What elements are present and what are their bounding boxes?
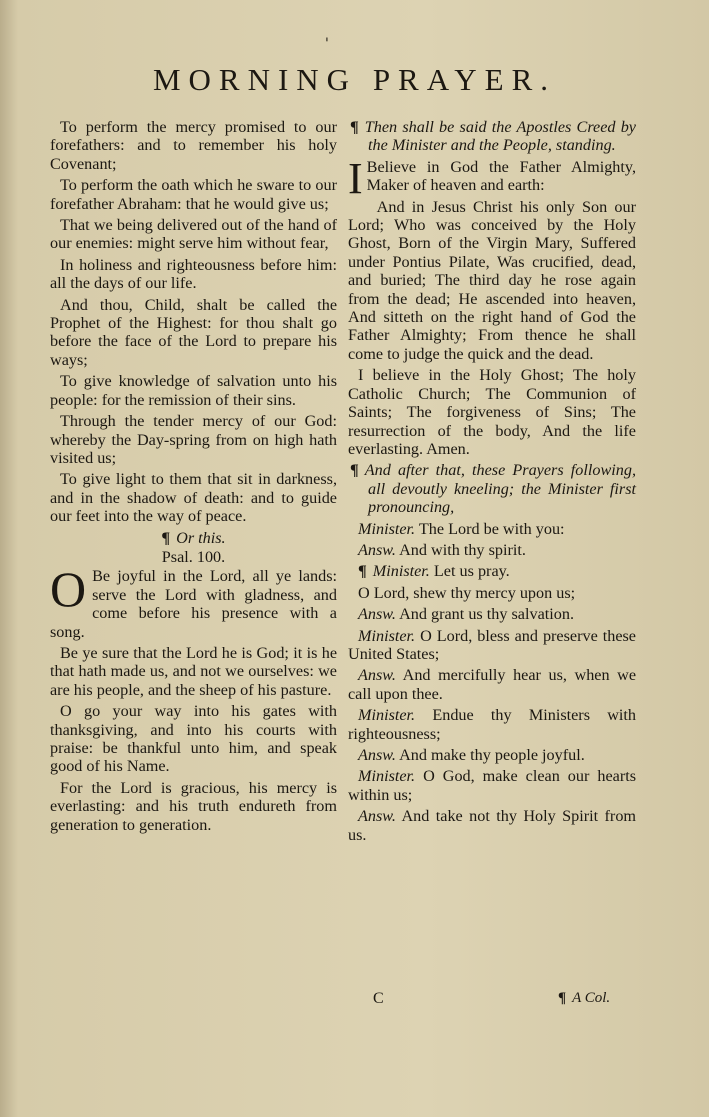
pilcrow-icon: ¶ [350, 461, 359, 480]
rubric-creed: ¶ Then shall be said the Apostles Creed by the Minister and the People, standing. [350, 118, 636, 155]
versicle: O Lord, shew thy mercy upon us; [358, 583, 576, 602]
signature-mark: C [373, 990, 384, 1007]
versicle: Minister. O God, make clean our hearts within us; [348, 767, 637, 804]
creed-paragraph: And in Jesus Christ his only Son our Lord; Who was conceived by the Holy Ghost, Born of the Virgin Mary, Suffered under Pontius Pilate, Was crucified, dead, and buried; The third day he rose again from the dead; He ascended into heaven, And sitteth on the right hand of God the Father Almighty; From thence he shall come to judge the quick and the dead. [348, 197, 636, 363]
left-column [50, 118, 337, 837]
catchword: ¶ A Col. [558, 990, 611, 1006]
right-column [348, 118, 636, 847]
psalm-reference: Psal. 100. [161, 547, 226, 566]
canticle-verse: To perform the oath which he sware to our forefather Abraham: that he would give us; [50, 176, 337, 213]
canticle-verse: To give knowledge of salvation unto his people: for the remission of their sins. [50, 372, 337, 409]
pilcrow-icon: ¶ [350, 118, 359, 136]
drop-capital: O [50, 561, 87, 618]
psalm-verse: Be ye sure that the Lord he is God; it is he that hath made us, and not we ourselves: we are his people, and the sheep of his pasture. [50, 643, 337, 699]
versicle: Minister. Endue thy Ministers with righteousness; [348, 706, 636, 743]
rubric-prayers: ¶ And after that, these Prayers following, all devoutly kneeling; the Minister first pronouncing, [350, 461, 636, 517]
creed-paragraph: I Believe in God the Father Almighty, Maker of heaven and earth: [348, 153, 636, 203]
response: Answ. And mercifully hear us, when we call upon thee. [348, 666, 637, 703]
versicle: Minister. O Lord, bless and preserve these United States; [348, 626, 636, 663]
canticle-verse: To perform the mercy promised to our forefathers: and to remember his holy Covenant; [50, 118, 337, 173]
versicle: ¶ Minister. Let us pray. [358, 562, 510, 581]
response: Answ. And with thy spirit. [358, 540, 526, 559]
response: Answ. And grant us thy salvation. [358, 605, 574, 624]
pilcrow-icon: ¶ [358, 562, 367, 581]
canticle-verse: In holiness and righteousness before him: all the days of our life. [50, 255, 337, 293]
psalm-verse: For the Lord is gracious, his mercy is everlasting: and his truth endureth from generation to generation. [50, 778, 337, 834]
response: Answ. And make thy people joyful. [358, 746, 585, 764]
drop-capital: I [348, 153, 363, 203]
response: Answ. And take not thy Holy Spirit from us. [348, 807, 637, 844]
page-title: MORNING PRAYER. [152, 62, 557, 97]
psalm-verse: O Be joyful in the Lord, all ye lands: serve the Lord with gladness, and come before his presence with a song. [50, 561, 337, 641]
pilcrow-icon: ¶ [161, 528, 171, 547]
ornament-mark: ' [325, 36, 329, 52]
psalm-verse: O go your way into his gates with thanksgiving, and into his courts with praise: be thankful unto him, and speak good of his Name. [50, 702, 337, 776]
rubric-or-this: ¶ Or this. [161, 528, 226, 547]
canticle-verse: Through the tender mercy of our God: whereby the Day-spring from on high hath visited us; [50, 412, 337, 467]
canticle-verse: To give light to them that sit in darkness, and in the shadow of death: and to guide our feet into the way of peace. [50, 470, 337, 526]
canticle-verse: That we being delivered out of the hand of our enemies: might serve him without fear, [50, 216, 337, 253]
pilcrow-icon: ¶ [558, 990, 567, 1006]
canticle-verse: And thou, Child, shalt be called the Prophet of the Highest: for thou shalt go before the face of the Lord to prepare his ways; [50, 295, 337, 369]
creed-paragraph: I believe in the Holy Ghost; The holy Catholic Church; The Communion of Saints; The forgiveness of Sins; The resurrection of the body, And the life everlasting. Amen. [348, 366, 636, 458]
versicle: Minister. The Lord be with you: [358, 519, 565, 538]
